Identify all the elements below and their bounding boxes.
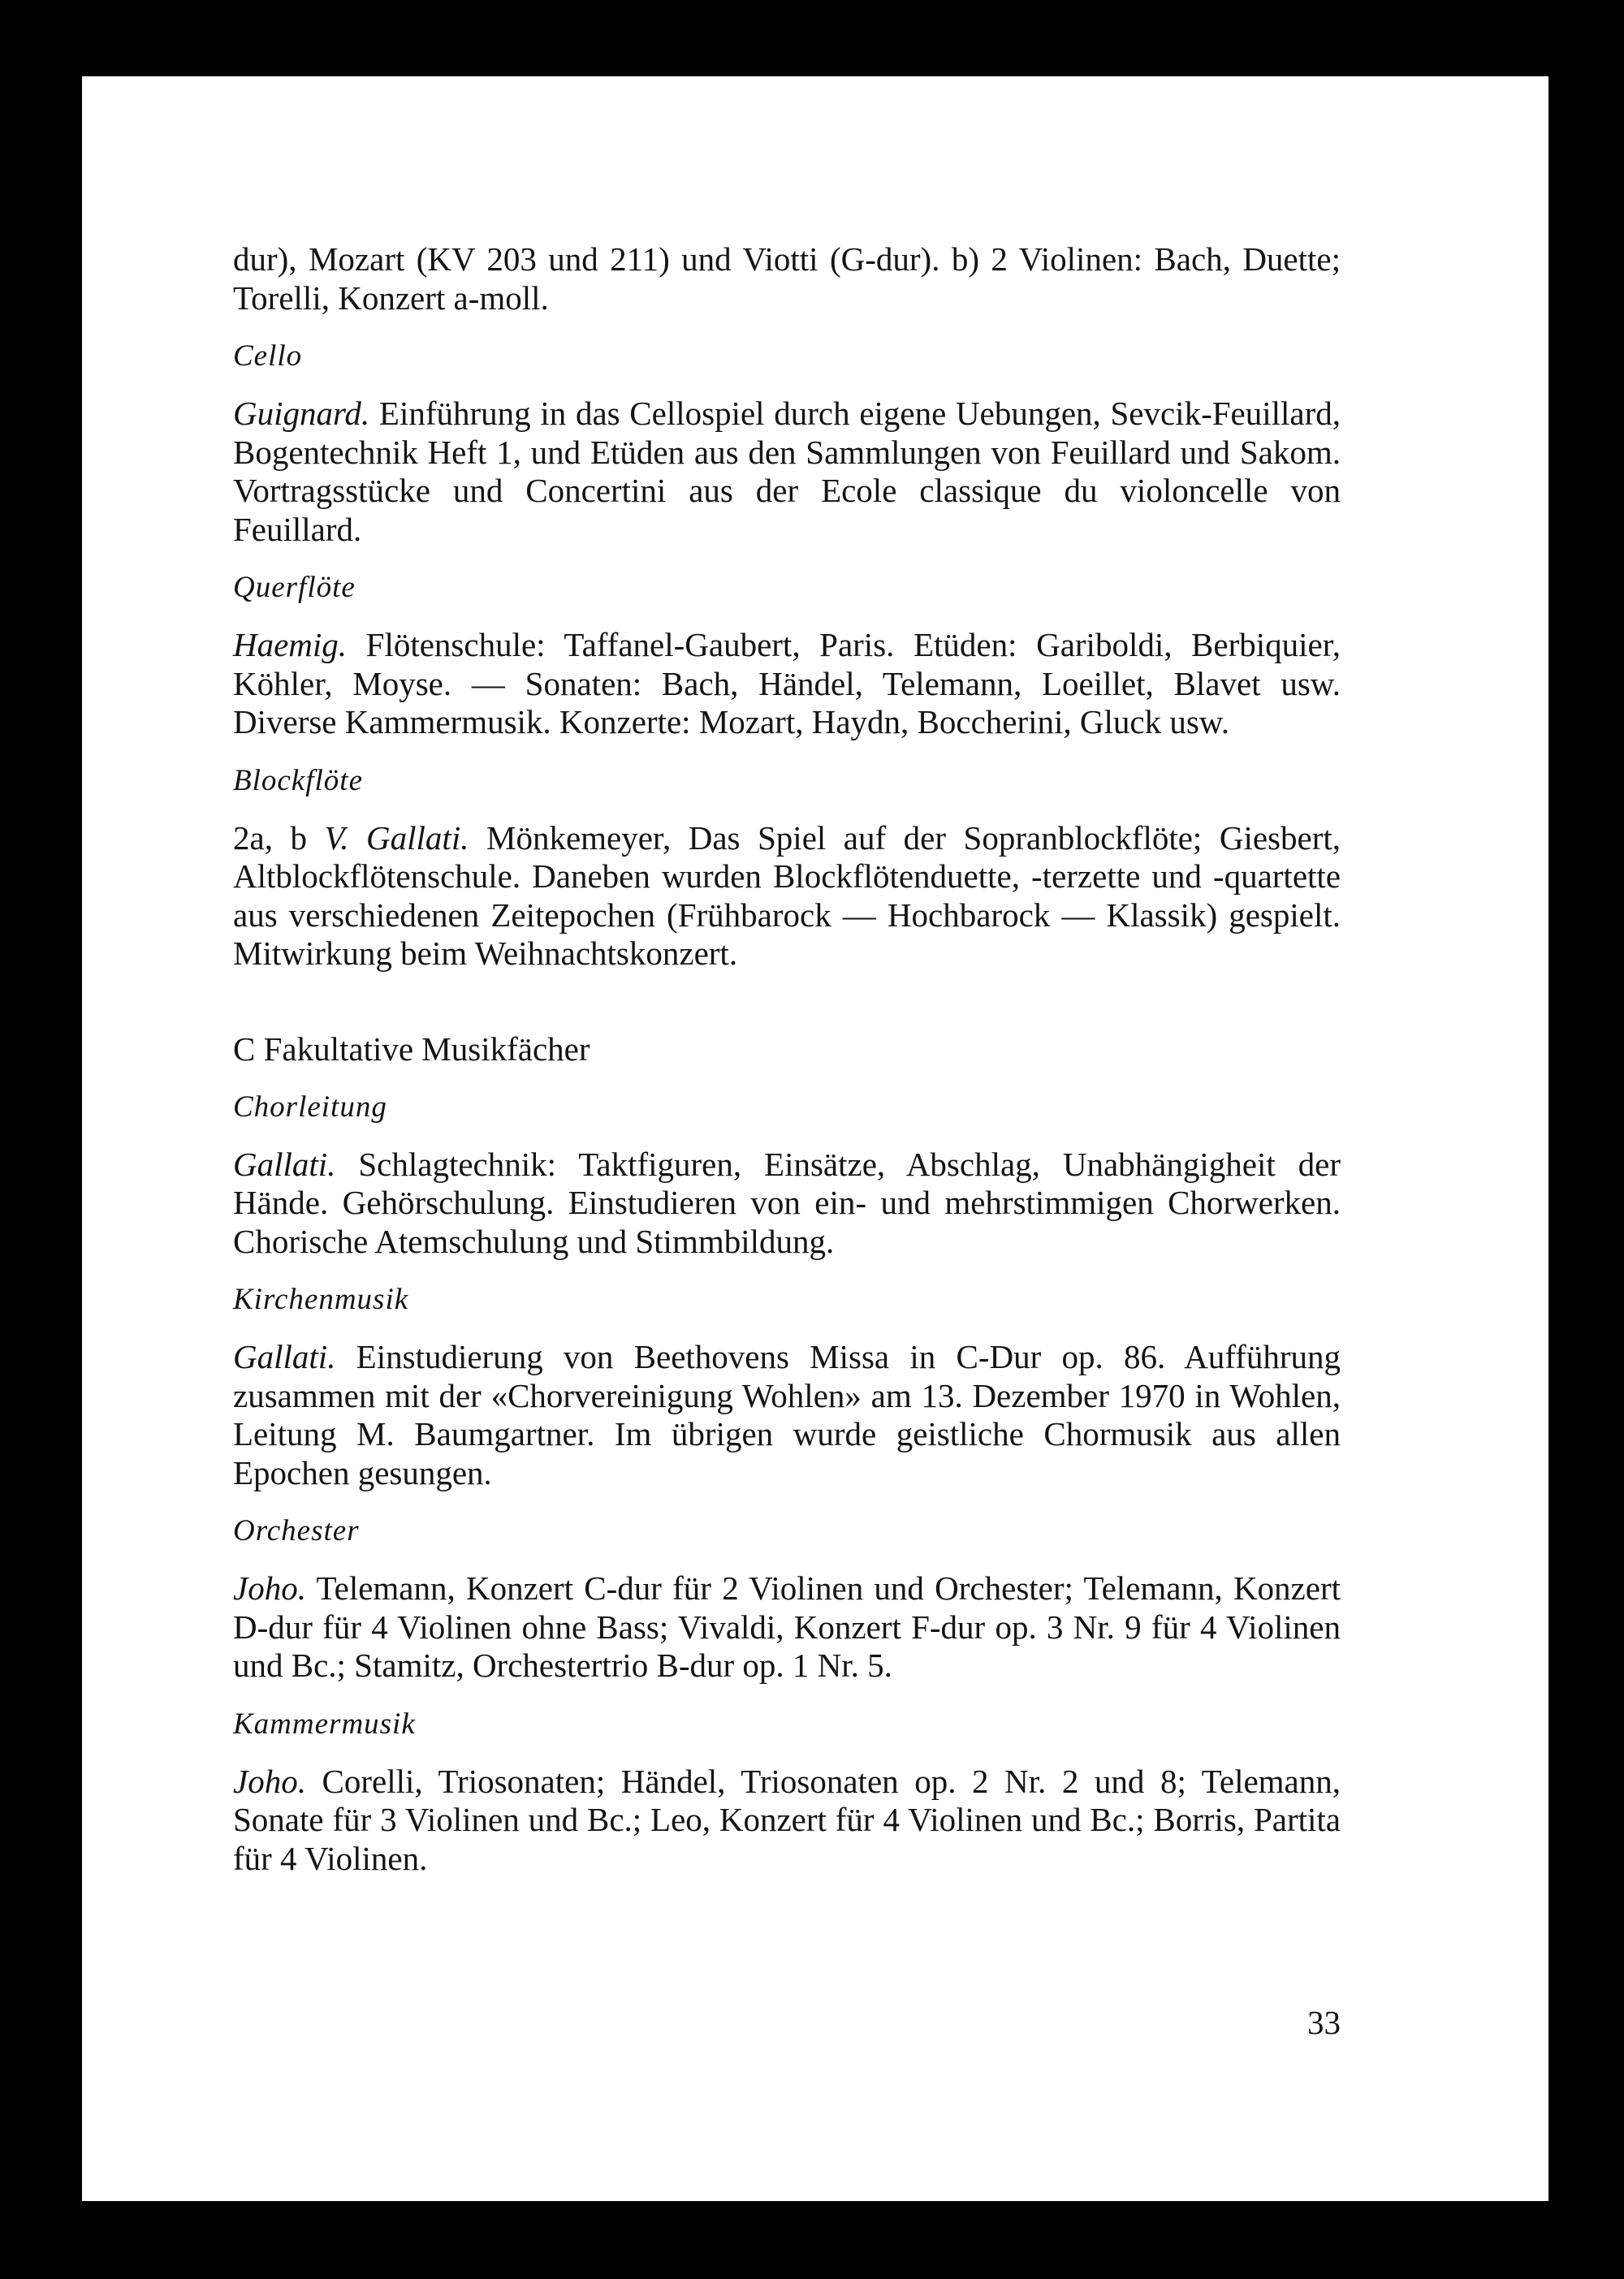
querfloete-heading: Querflöte	[233, 571, 356, 604]
kammermusik-teacher: Joho.	[233, 1762, 306, 1800]
cello-paragraph	[233, 395, 1341, 549]
chorleitung-teacher: Gallati.	[233, 1145, 336, 1183]
orchester-text: Telemann, Konzert C-dur für 2 Violinen und Orchester; Telemann, Konzert D-dur für 4 Violinen ohne Bass; Vivaldi, Konzert F-dur op. 3 Nr. 9 für 4 Violinen und Bc.; Stamitz, Orchestertrio B-dur op. 1 Nr. 5.	[233, 1569, 1341, 1684]
blockfloete-paragraph	[233, 819, 1341, 973]
document-page	[82, 76, 1548, 2201]
kirchenmusik-heading: Kirchenmusik	[233, 1283, 409, 1316]
text-block	[233, 240, 1341, 1878]
querfloete-paragraph	[233, 626, 1341, 742]
kirchenmusik-paragraph	[233, 1338, 1341, 1492]
cello-heading: Cello	[233, 339, 303, 373]
cello-teacher: Guignard.	[233, 395, 370, 432]
chorleitung-heading: Chorleitung	[233, 1090, 387, 1124]
blockfloete-prefix: 2a, b	[233, 818, 325, 857]
kammermusik-heading: Kammermusik	[233, 1707, 416, 1741]
page-number: 33	[1307, 2004, 1341, 2041]
orchester-teacher: Joho.	[233, 1569, 306, 1607]
violin-continuation-paragraph	[233, 240, 1341, 317]
blockfloete-text: Mönkemeyer, Das Spiel auf der Sopranblockflöte; Giesbert, Altblockflötenschule. Daneben wurden Blockflötenduette, -terzette und -quartette aus verschiedenen Zeitepochen (Frühbarock — Hochbarock — Klassik) gespielt. Mitwirkung beim Weihnachtskonzert.	[233, 818, 1341, 972]
chorleitung-text: Schlagtechnik: Taktfiguren, Einsätze, Abschlag, Unabhängigheit der Hände. Gehörschulung. Einstudieren von ein- und mehrstimmigen Chorwerken. Chorische Atemschulung und Stimmbildung.	[233, 1145, 1341, 1260]
kirchenmusik-text: Einstudierung von Beethovens Missa in C-Dur op. 86. Aufführung zusammen mit der «Chorvereinigung Wohlen» am 13. Dezember 1970 in Wohlen, Leitung M. Baumgartner. Im übrigen wurde geistliche Chormusik aus allen Epochen gesungen.	[233, 1338, 1341, 1491]
querfloete-text: Flötenschule: Taffanel-Gaubert, Paris. Etüden: Gariboldi, Berbiquier, Köhler, Moyse. — Sonaten: Bach, Händel, Telemann, Loeillet, Blavet usw. Diverse Kammermusik. Konzerte: Mozart, Haydn, Boccherini, Gluck usw.	[233, 626, 1341, 740]
orchester-paragraph	[233, 1569, 1341, 1686]
orchester-heading: Orchester	[233, 1514, 360, 1547]
kirchenmusik-teacher: Gallati.	[233, 1338, 336, 1375]
section-c-title: C Fakultative Musikfächer	[233, 1029, 590, 1068]
querfloete-teacher: Haemig.	[233, 626, 348, 663]
chorleitung-paragraph	[233, 1146, 1341, 1262]
violin-continuation-text: dur), Mozart (KV 203 und 211) und Viotti (G-dur). b) 2 Violinen: Bach, Duette; Torelli, Konzert a-moll.	[233, 240, 1341, 317]
blockfloete-heading: Blockflöte	[233, 763, 363, 797]
cello-text: Einführung in das Cellospiel durch eigene Uebungen, Sevcik-Feuillard, Bogentechnik Heft 1, und Etüden aus den Sammlungen von Feuillard und Sakom. Vortragsstücke und Concertini aus der Ecole classique du violoncelle von Feuillard.	[233, 395, 1341, 548]
kammermusik-text: Corelli, Triosonaten; Händel, Triosonaten op. 2 Nr. 2 und 8; Telemann, Sonate für 3 Violinen und Bc.; Leo, Konzert für 4 Violinen und Bc.; Borris, Partita für 4 Violinen.	[233, 1762, 1341, 1877]
blockfloete-teacher: V. Gallati.	[324, 818, 469, 857]
kammermusik-paragraph	[233, 1763, 1341, 1879]
